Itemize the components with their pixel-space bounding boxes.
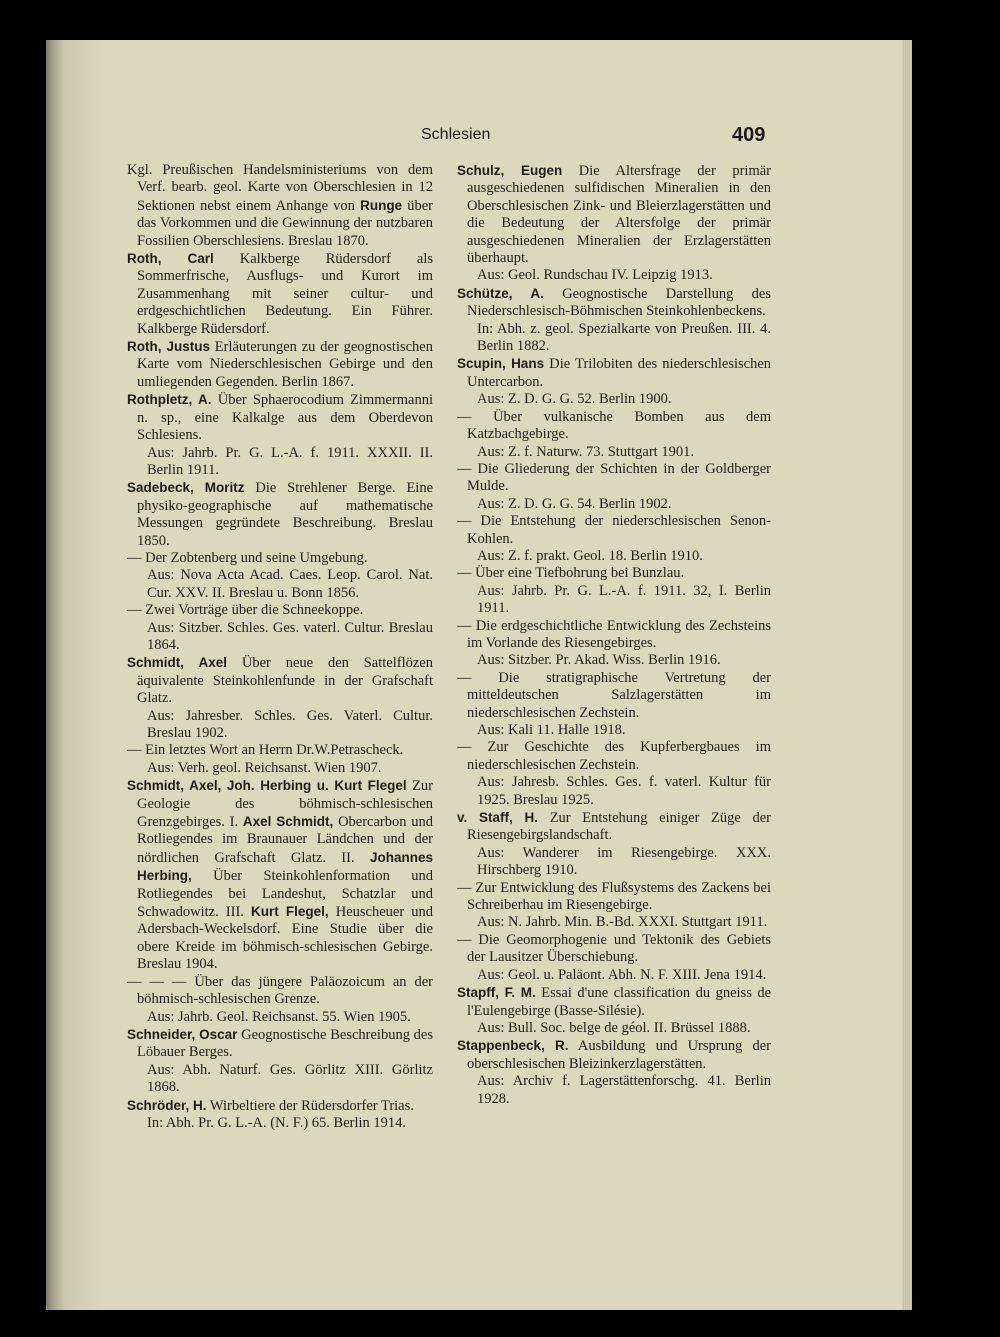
bibliography-entry: — Der Zobtenberg und seine Umgebung. Aus: Nova Acta Acad. Caes. Leop. Carol. Nat. Cur. XXV. II. Breslau u. Bonn 1856.	[127, 549, 433, 601]
bibliography-entry: Schmidt, Axel, Joh. Herbing u. Kurt Flegel Zur Geologie des böhmisch-schlesischen Grenzgebirges. I. Axel Schmidt, Obercarbon und Rotliegendes im Braunauer Ländchen und der nördlichen Grafschaft Glatz. II. Johannes Herbing, Über Steinkohlenformation und Rotliegendes bei Landeshut, Schatzlar und Schwadowitz. III. Kurt Flegel, Heuscheuer und Adersbach-Weckelsdorf. Eine Studie über die obere Kreide im böhmisch-schlesischen Gebirge. Breslau 1904.	[127, 778, 434, 973]
bibliography-entry: — Die Entstehung der niederschlesischen Senon-Kohlen. Aus: Z. f. prakt. Geol. 18. Berlin 1910.	[457, 513, 771, 564]
entry-source: Aus: Z. D. G. G. 52. Berlin 1900.	[477, 391, 672, 408]
entry-author: Rothpletz, A.	[127, 392, 212, 408]
entry-source: Aus: Z. D. G. G. 54. Berlin 1902.	[477, 495, 672, 512]
entry-author: v. Staff, H.	[457, 810, 539, 826]
entry-source: Aus: Verh. geol. Reichsanst. Wien 1907.	[147, 759, 382, 776]
entry-source: Aus: Jahresber. Schles. Ges. Vaterl. Cultur. Breslau 1902.	[147, 707, 433, 741]
entry-source: Aus: Z. f. Naturw. 73. Stuttgart 1901.	[477, 443, 694, 460]
running-head-title: Schlesien	[421, 126, 491, 143]
entry-author: Stapff, F. M.	[457, 985, 536, 1001]
bibliography-entry: Schneider, Oscar Geognostische Beschreibung des Löbauer Berges. Aus: Abh. Naturf. Ges. Görlitz XIII. Görlitz 1868.	[127, 1026, 433, 1096]
bibliography-entry: — Zur Entwicklung des Flußsystems des Zackens bei Schreiberhau im Riesengebirge. Aus: N. Jahrb. Min. B.-Bd. XXXI. Stuttgart 1911.	[457, 879, 771, 931]
entry-source: In: Abh. z. geol. Spezialkarte von Preußen. III. 4. Berlin 1882.	[477, 320, 771, 355]
entry-author: Sadebeck, Moritz	[127, 480, 245, 496]
bibliography-entry: Sadebeck, Moritz Die Strehlener Berge. Eine physiko-geographische auf mathematische Messungen gegründete Beschreibung. Breslau 1850.	[127, 480, 434, 549]
entry-source: Aus: Sitzber. Schles. Ges. vaterl. Cultur. Breslau 1864.	[147, 619, 433, 653]
left-column	[127, 162, 433, 1132]
entry-author: Schmidt, Axel, Joh. Herbing u. Kurt Flegel	[127, 778, 407, 794]
entry-source: Aus: Kali 11. Halle 1918.	[477, 722, 626, 738]
entry-source: Aus: Wanderer im Riesengebirge. XXX. Hirschberg 1910.	[477, 844, 771, 879]
entry-source: Aus: Geol. u. Paläont. Abh. N. F. XIII. Jena 1914.	[477, 966, 767, 983]
bibliography-entry: v. Staff, H. Zur Entstehung einiger Züge der Riesengebirgslandschaft. Aus: Wanderer im Riesengebirge. XXX. Hirschberg 1910.	[457, 810, 771, 879]
bibliography-entry: Rothpletz, A. Über Sphaerocodium Zimmermanni n. sp., eine Kalkalge aus dem Oberdevon Schlesiens. Aus: Jahrb. Pr. G. L.-A. f. 1911. XXXII. II. Berlin 1911.	[127, 392, 433, 478]
right-column	[457, 162, 771, 1108]
bibliography-entry: — Über eine Tiefbohrung bei Bunzlau. Aus: Jahrb. Pr. G. L.-A. f. 1911. 32, I. Berlin 1911.	[457, 565, 771, 617]
bibliography-entry: Stappenbeck, R. Ausbildung und Ursprung der oberschlesischen Bleizinkerzlagerstätten. Aus: Archiv f. Lagerstättenforschg. 41. Berlin 1928.	[457, 1038, 772, 1107]
bibliography-entry: — Die Gliederung der Schichten in der Goldberger Mulde. Aus: Z. D. G. G. 54. Berlin 1902.	[457, 460, 771, 512]
entry-author: Roth, Carl	[127, 251, 214, 267]
book-page	[46, 40, 912, 1310]
bibliography-entry: Schütze, A. Geognostische Darstellung des Niederschlesisch-Böhmischen Steinkohlenbeckens. In: Abh. z. geol. Spezialkarte von Preußen. III. 4. Berlin 1882.	[457, 285, 771, 355]
entry-author: Roth, Justus	[127, 339, 210, 355]
bibliography-entry: Stapff, F. M. Essai d'une classification du gneiss de l'Eulengebirge (Basse-Silésie). Aus: Bull. Soc. belge de géol. II. Brüssel 1888.	[457, 985, 772, 1036]
entry-source: Aus: Jahrb. Pr. G. L.-A. f. 1911. XXXII. II. Berlin 1911.	[147, 444, 433, 478]
entry-author: Scupin, Hans	[457, 356, 545, 372]
entry-source: Aus: Nova Acta Acad. Caes. Leop. Carol. Nat. Cur. XXV. II. Breslau u. Bonn 1856.	[147, 567, 433, 601]
entry-source: In: Abh. Pr. G. L.-A. (N. F.) 65. Berlin 1914.	[147, 1114, 407, 1131]
gutter-shadow	[46, 40, 106, 1310]
entry-author: Schulz, Eugen	[457, 163, 563, 178]
entry-author: Schneider, Oscar	[127, 1026, 238, 1042]
bibliography-entry: Schröder, H. Wirbeltiere der Rüdersdorfer Trias. In: Abh. Pr. G. L.-A. (N. F.) 65. Berlin 1914.	[127, 1097, 433, 1133]
running-header	[46, 126, 912, 150]
bibliography-entry: — Über vulkanische Bomben aus dem Katzbachgebirge. Aus: Z. f. Naturw. 73. Stuttgart 1901.	[457, 408, 771, 460]
bibliography-entry: Roth, Carl Kalkberge Rüdersdorf als Sommerfrische, Ausflugs- und Kurort im Zusammenhang mit seiner cultur- und erdgeschichtlichen Bedeutung. Ein Führer. Kalkberge Rüdersdorf.	[127, 251, 434, 337]
bibliography-entry: — — — Über das jüngere Paläozoicum an der böhmisch-schlesischen Grenze. Aus: Jahrb. Geol. Reichsanst. 55. Wien 1905.	[127, 973, 433, 1025]
bibliography-entry: Roth, Justus Erläuterungen zu der geognostischen Karte vom Niederschlesischen Gebirge und den umliegenden Gegenden. Berlin 1867.	[127, 339, 433, 390]
bibliography-entry: — Die erdgeschichtliche Entwicklung des Zechsteins im Vorlande des Riesengebirges. Aus: Sitzber. Pr. Akad. Wiss. Berlin 1916.	[457, 617, 771, 669]
bibliography-entry: — Die Geomorphogenie und Tektonik des Gebiets der Lausitzer Überschiebung. Aus: Geol. u. Paläont. Abh. N. F. XIII. Jena 1914.	[457, 931, 771, 983]
entry-source: Aus: Geol. Rundschau IV. Leipzig 1913.	[477, 267, 713, 284]
entry-name: Runge	[360, 197, 403, 213]
entry-source: Aus: Jahresb. Schles. Ges. f. vaterl. Kultur für 1925. Breslau 1925.	[477, 774, 771, 808]
bibliography-entry: — Zur Geschichte des Kupferbergbaues im niederschlesischen Zechstein. Aus: Jahresb. Schles. Ges. f. vaterl. Kultur für 1925. Breslau 1925.	[457, 739, 771, 808]
entry-author: Schröder, H.	[127, 1097, 207, 1113]
bibliography-entry: — Zwei Vorträge über die Schneekoppe. Aus: Sitzber. Schles. Ges. vaterl. Cultur. Breslau 1864.	[127, 602, 433, 653]
entry-source: Aus: N. Jahrb. Min. B.-Bd. XXXI. Stuttgart 1911.	[477, 914, 768, 931]
entry-source: Aus: Sitzber. Pr. Akad. Wiss. Berlin 1916.	[477, 652, 721, 669]
page-edge	[902, 40, 912, 1310]
page-number: 409	[732, 124, 766, 146]
bibliography-entry: — Die stratigraphische Vertretung der mitteldeutschen Salzlagerstätten im niederschlesischen Zechstein. Aus: Kali 11. Halle 1918.	[457, 669, 771, 738]
entry-source: Aus: Z. f. prakt. Geol. 18. Berlin 1910.	[477, 547, 703, 564]
entry-source: Aus: Jahrb. Geol. Reichsanst. 55. Wien 1905.	[147, 1008, 411, 1025]
bibliography-entry: Scupin, Hans Die Trilobiten des niederschlesischen Untercarbon. Aus: Z. D. G. G. 52. Berlin 1900.	[457, 356, 772, 408]
bibliography-entry: Schulz, Eugen Die Altersfrage der primär ausgeschiedenen sulfidischen Mineralien in den Oberschlesischen Zink- und Bleierzlagerstätten und die Bedeutung der Altersfolge der primär ausgeschiedenen Mineralien der Erzlagerstätten überhaupt. Aus: Geol. Rundschau IV. Leipzig 1913.	[457, 163, 772, 284]
bibliography-entry: Kgl. Preußischen Handelsministeriums von dem Verf. bearb. geol. Karte von Oberschlesien in 12 Sektionen nebst einem Anhange von Runge über das Vorkommen und die Gewinnung der nutzbaren Fossilien Oberschlesiens. Breslau 1870.	[127, 162, 434, 249]
entry-source: Aus: Bull. Soc. belge de géol. II. Brüssel 1888.	[477, 1019, 751, 1036]
bibliography-entry: Schmidt, Axel Über neue den Sattelflözen äquivalente Steinkohlenfunde in der Grafschaft Glatz. Aus: Jahresber. Schles. Ges. Vaterl. Cultur. Breslau 1902.	[127, 655, 433, 741]
entry-source: Aus: Jahrb. Pr. G. L.-A. f. 1911. 32, I. Berlin 1911.	[477, 582, 771, 617]
entry-source: Aus: Archiv f. Lagerstättenforschg. 41. Berlin 1928.	[477, 1073, 771, 1107]
entry-author: Schütze, A.	[457, 285, 544, 301]
entry-author: Stappenbeck, R.	[457, 1038, 569, 1054]
bibliography-entry: — Ein letztes Wort an Herrn Dr.W.Petrascheck. Aus: Verh. geol. Reichsanst. Wien 1907.	[127, 742, 433, 777]
entry-source: Aus: Abh. Naturf. Ges. Görlitz XIII. Görlitz 1868.	[147, 1061, 433, 1096]
entry-author: Schmidt, Axel	[127, 655, 228, 671]
